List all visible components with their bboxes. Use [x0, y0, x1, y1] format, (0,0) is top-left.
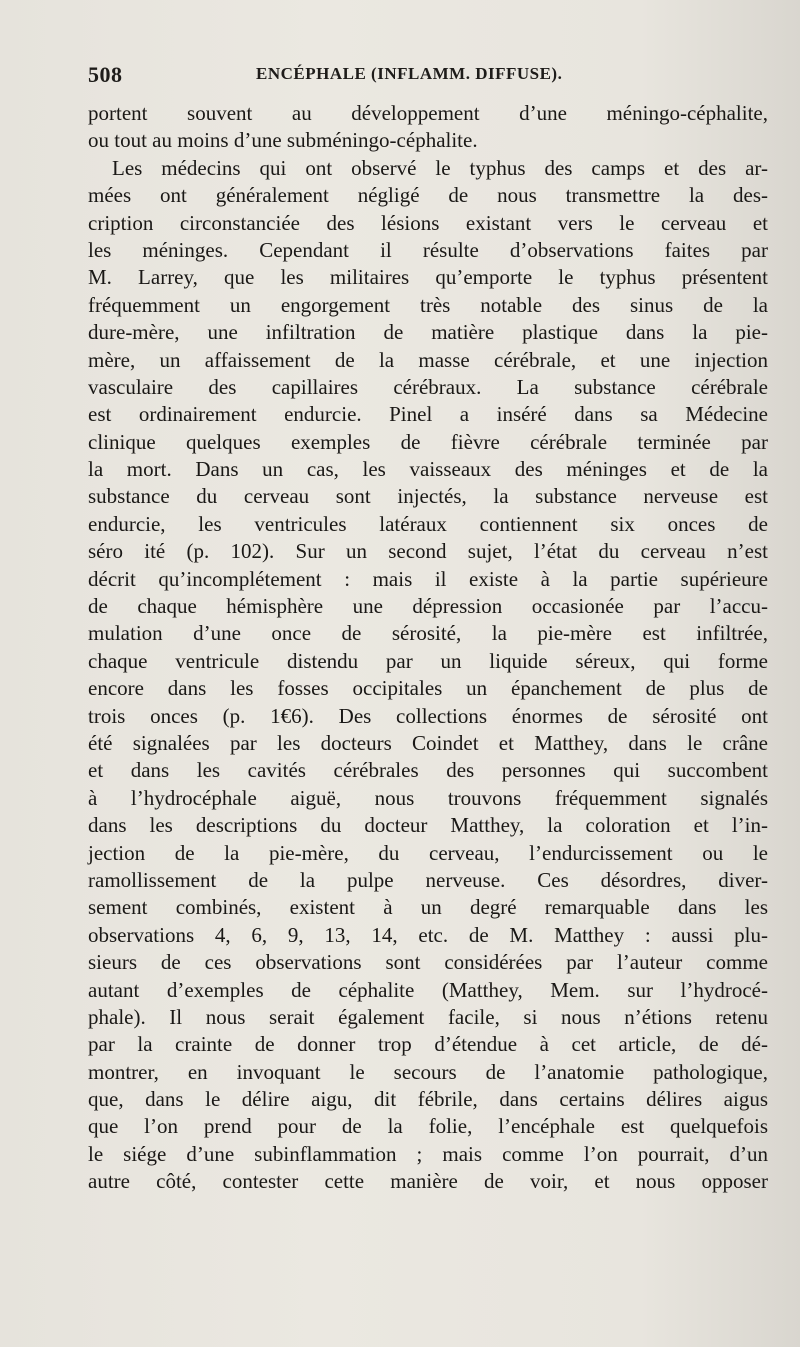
body-text — [88, 100, 768, 1196]
text-line: encore dans les fosses occipitales un épanchement de plus de — [88, 676, 768, 701]
text-line: autre côté, contester cette manière de voir, et nous opposer — [88, 1169, 768, 1194]
text-line: jection de la pie-mère, du cerveau, l’endurcissement ou le — [88, 840, 768, 865]
text-line: chaque ventricule distendu par un liquide séreux, qui forme — [88, 648, 768, 673]
text-line: montrer, en invoquant le secours de l’anatomie pathologique, — [88, 1059, 768, 1084]
text-line: ramollissement de la pulpe nerveuse. Ces désordres, diver- — [88, 867, 768, 892]
text-line: Les médecins qui ont observé le typhus des camps et des ar- — [112, 155, 768, 180]
text-line: M. Larrey, que les militaires qu’emporte le typhus présentent — [88, 265, 768, 290]
text-line: et dans les cavités cérébrales des personnes qui succombent — [88, 758, 768, 783]
text-line: le siége d’une subinflammation ; mais comme l’on pourrait, d’un — [88, 1141, 768, 1166]
text-line: les méninges. Cependant il résulte d’observations faites par — [88, 237, 768, 262]
text-line: sieurs de ces observations sont considérées par l’auteur comme — [88, 950, 768, 975]
text-line: dans les descriptions du docteur Matthey, la coloration et l’in- — [88, 813, 768, 838]
text-line: séro ité (p. 102). Sur un second sujet, l’état du cerveau n’est — [88, 539, 768, 564]
text-line: observations 4, 6, 9, 13, 14, etc. de M. Matthey : aussi plu- — [88, 922, 768, 947]
text-line: été signalées par les docteurs Coindet et Matthey, dans le crâne — [88, 730, 768, 755]
text-line: est ordinairement endurcie. Pinel a inséré dans sa Médecine — [88, 402, 768, 427]
text-line: endurcie, les ventricules latéraux contiennent six onces de — [88, 511, 768, 536]
page-number: 508 — [88, 62, 123, 87]
text-line: ou tout au moins d’une subméningo-céphalite. — [88, 128, 478, 153]
text-line: autant d’exemples de céphalite (Matthey, Mem. sur l’hydrocé- — [88, 977, 768, 1002]
text-line: phale). Il nous serait également facile, si nous n’étions retenu — [88, 1004, 768, 1029]
text-line: mées ont généralement négligé de nous transmettre la des- — [88, 183, 768, 208]
text-line: à l’hydrocéphale aiguë, nous trouvons fréquemment signalés — [88, 785, 768, 810]
text-line: mulation d’une once de sérosité, la pie-mère est infiltrée, — [88, 621, 768, 646]
text-line: que, dans le délire aigu, dit fébrile, dans certains délires aigus — [88, 1087, 768, 1112]
text-line: substance du cerveau sont injectés, la substance nerveuse est — [88, 484, 768, 509]
text-line: portent souvent au développement d’une méningo-céphalite, — [88, 101, 768, 125]
text-line: décrit qu’incomplétement : mais il existe à la partie supérieure — [88, 566, 768, 591]
text-line: par la crainte de donner trop d’étendue à cet article, de dé- — [88, 1032, 768, 1057]
text-line: clinique quelques exemples de fièvre cérébrale terminée par — [88, 429, 768, 454]
text-line: de chaque hémisphère une dépression occasionée par l’accu- — [88, 594, 768, 619]
text-line: fréquemment un engorgement très notable des sinus de la — [88, 292, 768, 317]
text-line: la mort. Dans un cas, les vaisseaux des méninges et de la — [88, 457, 768, 482]
text-line: trois onces (p. 1€6). Des collections énormes de sérosité ont — [88, 703, 768, 728]
text-line: cription circonstanciée des lésions existant vers le cerveau et — [88, 210, 768, 235]
text-line: dure-mère, une infiltration de matière plastique dans la pie- — [88, 320, 768, 345]
running-head: ENCÉPHALE (INFLAMM. DIFFUSE). — [256, 64, 563, 83]
text-line: que l’on prend pour de la folie, l’encéphale est quelquefois — [88, 1114, 768, 1139]
page-header — [88, 62, 738, 94]
text-line: sement combinés, existent à un degré remarquable dans les — [88, 895, 768, 920]
text-line: mère, un affaissement de la masse cérébrale, et une injection — [88, 347, 768, 372]
text-line: vasculaire des capillaires cérébraux. La substance cérébrale — [88, 374, 768, 399]
